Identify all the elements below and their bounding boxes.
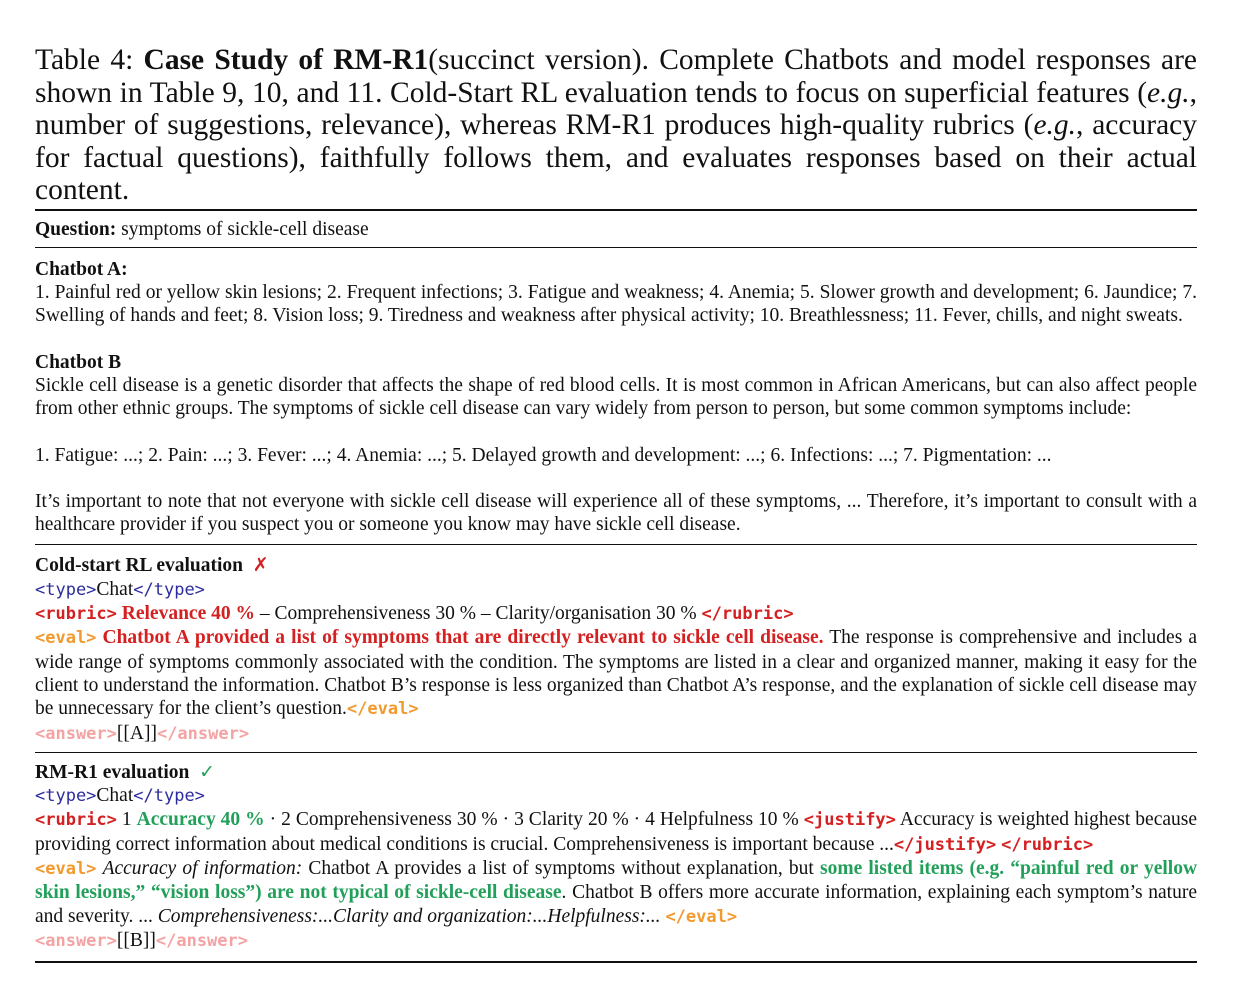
answer-open-tag: <answer> <box>35 930 117 951</box>
question-text: symptoms of sickle-cell disease <box>121 218 369 240</box>
caption-text-3: , accuracy for factual questions), faithfully follows them, and evaluates responses based on their actual content. <box>35 109 1198 206</box>
eval-highlight: some listed items (e.g. “painful red or yellow skin lesions,” “vision loss”) are not typical of sickle-cell disease <box>35 858 1198 904</box>
rubric-rest: · 2 Comprehensiveness 30 % · 3 Clarity 20 % · 4 Helpfulness 10 % <box>269 809 799 831</box>
eval-text-2: . Chatbot B offers more accurate information, explaining each symptom’s nature and severity. ... <box>35 882 1197 927</box>
rubric-open-tag: <rubric> <box>35 810 117 831</box>
rmr1-section <box>35 753 1197 961</box>
answer-close-tag: </answer> <box>156 723 250 744</box>
coldstart-label: Cold-start RL evaluation <box>35 555 244 577</box>
caption-text-2: , number of suggestions, relevance), whereas RM-R1 produces high-quality rubrics ( <box>35 76 1197 141</box>
chatbot-b-label: Chatbot B <box>35 351 122 373</box>
type-close-tag: </type> <box>133 786 205 807</box>
eval-highlight: Chatbot A provided a list of symptoms that are directly relevant to sickle cell disease. <box>102 627 824 649</box>
chatbot-b-para-1: Sickle cell disease is a genetic disorder that affects the shape of red blood cells. It is most common in African Americans, but can also affect people from other ethnic groups. The symptoms of sickle cell disease can vary widely from person to person, but some common symptoms include: <box>35 374 1197 420</box>
eval-close-tag: </eval> <box>346 699 419 720</box>
caption-eg-1: e.g. <box>1147 76 1190 109</box>
eval-text-1: Chatbot A provides a list of symptoms without explanation, but <box>308 858 814 880</box>
table-caption <box>35 44 1197 207</box>
type-open-tag: <type> <box>35 579 97 600</box>
bottom-rule <box>35 961 1197 963</box>
rubric-close-tag: </rubric> <box>1001 834 1094 855</box>
table-label: Table 4: <box>35 44 134 76</box>
rubric-rest: – Comprehensiveness 30 % – Clarity/organisation 30 % <box>259 603 697 625</box>
eval-open-tag: <eval> <box>35 628 97 649</box>
question-label: Question: <box>35 218 117 240</box>
caption-text-1: (succinct version). Complete Chatbots and model responses are shown in Table 9, 10, and 11. Cold-Start RL evaluation tends to focus on superficial features ( <box>35 44 1198 109</box>
question-section <box>35 211 1197 247</box>
chatbot-b-para-3: It’s important to note that not everyone with sickle cell disease will experience all of these symptoms, ... Therefore, it’s important to consult with a healthcare provider if you suspect you or someone you know may have sickle cell disease. <box>35 490 1197 536</box>
chatbot-a-label: Chatbot A: <box>35 258 128 280</box>
type-value: Chat <box>96 785 134 807</box>
justify-close-tag: </justify> <box>893 834 997 855</box>
eval-italic-2: Comprehensiveness:...Clarity and organization:...Helpfulness:... <box>157 905 661 927</box>
rubric-number: 1 <box>121 809 132 831</box>
chatbots-section <box>35 248 1197 545</box>
chatbot-a-text: 1. Painful red or yellow skin lesions; 2. Frequent infections; 3. Fatigue and weakness; 4. Anemia; 5. Slower growth and development; 6. Jaundice; 7. Swelling of hands and feet; 8. Vision loss; 9. Tiredness and weakness after physical activity; 10. Breathlessness; 11. Fever, chills, and night sweats. <box>35 282 1197 327</box>
rubric-open-tag: <rubric> <box>35 604 117 625</box>
type-close-tag: </type> <box>133 579 205 600</box>
eval-open-tag: <eval> <box>35 859 97 880</box>
rubric-highlight: Relevance 40 % <box>121 603 255 625</box>
eval-close-tag: </eval> <box>665 906 738 927</box>
type-value: Chat <box>96 578 134 600</box>
justify-text: Accuracy is weighted highest because providing correct information about medical conditions is crucial. Comprehensiveness is important because ... <box>35 809 1198 855</box>
type-open-tag: <type> <box>35 786 97 807</box>
rubric-close-tag: </rubric> <box>701 604 794 625</box>
eval-rest: The response is comprehensive and includes a wide range of symptoms commonly associated with the condition. The symptoms are listed in a clear and organized manner, making it easy for the client to understand the information. Chatbot B’s response is less organized than Chatbot A’s response, and the explanation of sickle cell disease may be unnecessary for the client’s question. <box>35 627 1198 720</box>
eval-italic-1: Accuracy of information: <box>102 858 303 880</box>
caption-title: Case Study of RM-R1 <box>143 44 429 76</box>
answer-open-tag: <answer> <box>35 723 117 744</box>
check-icon: ✓ <box>199 760 216 783</box>
coldstart-section <box>35 545 1197 751</box>
rmr1-label: RM-R1 evaluation <box>35 761 190 783</box>
answer-value: [[B]] <box>116 929 156 951</box>
caption-eg-2: e.g. <box>1033 109 1077 141</box>
answer-value: [[A]] <box>116 722 157 744</box>
cross-icon: ✗ <box>252 554 269 577</box>
table-4 <box>35 44 1197 963</box>
rubric-highlight: Accuracy 40 % <box>136 809 265 831</box>
chatbot-b-para-2: 1. Fatigue: ...; 2. Pain: ...; 3. Fever: ...; 4. Anemia: ...; 5. Delayed growth and development: ...; 6. Infections: ...; 7. Pigmentation: ... <box>35 444 1052 466</box>
answer-close-tag: </answer> <box>155 930 248 951</box>
justify-open-tag: <justify> <box>803 810 896 831</box>
